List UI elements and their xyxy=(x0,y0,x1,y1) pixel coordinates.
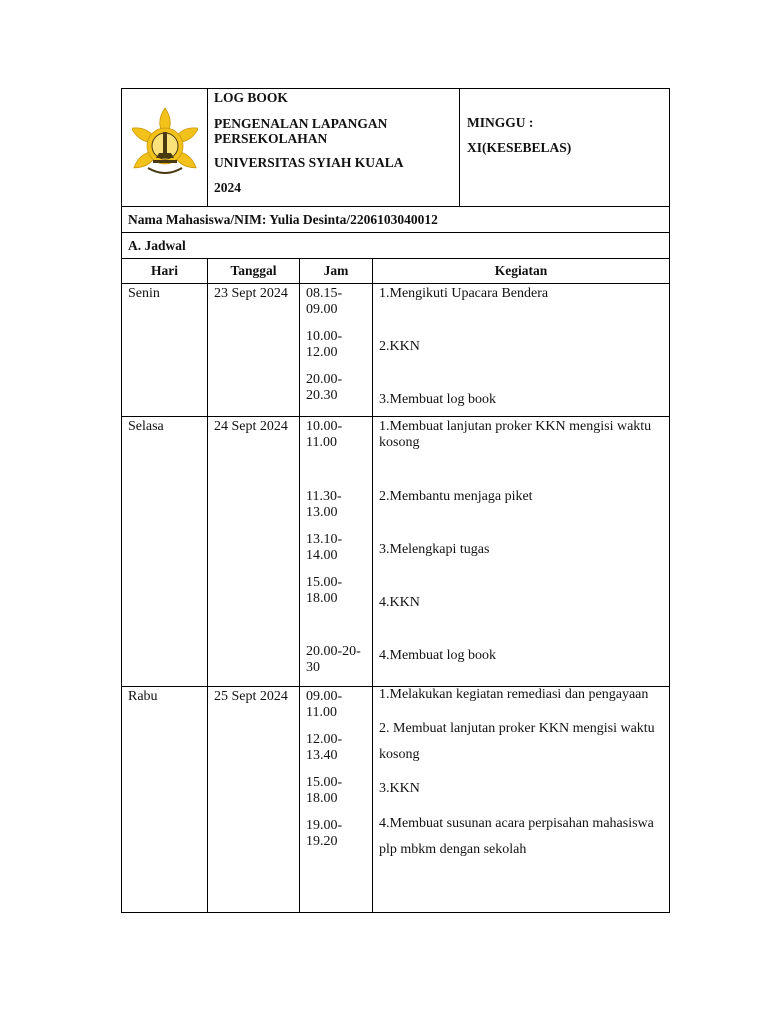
jam-entry: 19.00-19.20 xyxy=(306,818,343,849)
kegiatan-entry: 4.KKN xyxy=(379,595,420,610)
jam-entry: 13.10-14.00 xyxy=(306,532,343,563)
column-header-jam: Jam xyxy=(300,259,373,284)
student-name-nim: Nama Mahasiswa/NIM: Yulia Desinta/2206103040012 xyxy=(122,207,670,233)
cell-kegiatan xyxy=(373,687,670,913)
column-header-tanggal: Tanggal xyxy=(208,259,300,284)
kegiatan-entry: 1.Melakukan kegiatan remediasi dan pengayaan xyxy=(379,687,649,702)
cell-tanggal: 23 Sept 2024 xyxy=(208,284,300,417)
cell-jam xyxy=(300,284,373,417)
kegiatan-entry: 2. Membuat lanjutan proker KKN mengisi waktu kosong xyxy=(379,721,655,762)
cell-kegiatan xyxy=(373,417,670,687)
section-title: A. Jadwal xyxy=(122,233,670,259)
header-table xyxy=(121,88,670,259)
column-header-kegiatan: Kegiatan xyxy=(373,259,670,284)
schedule-table xyxy=(121,258,670,913)
title-line-4: 2024 xyxy=(214,180,241,195)
kegiatan-entry: 1.Membuat lanjutan proker KKN mengisi waktu kosong xyxy=(379,419,652,450)
table-row xyxy=(122,284,670,417)
kegiatan-entry: 2.Membantu menjaga piket xyxy=(379,489,533,504)
jam-entry: 08.15-09.00 xyxy=(306,286,343,317)
kegiatan-entry: 3.KKN xyxy=(379,781,420,796)
jam-entry: 09.00-11.00 xyxy=(306,689,343,720)
logo-cell xyxy=(122,89,208,207)
title-line-2: PENGENALAN LAPANGAN PERSEKOLAHAN xyxy=(214,116,388,146)
logbook-title-block xyxy=(208,89,460,207)
cell-hari: Selasa xyxy=(122,417,208,687)
table-row xyxy=(122,417,670,687)
jam-entry: 10.00-11.00 xyxy=(306,419,343,450)
kegiatan-entry: 3.Melengkapi tugas xyxy=(379,542,490,557)
kegiatan-entry: 1.Mengikuti Upacara Bendera xyxy=(379,286,549,301)
column-header-hari: Hari xyxy=(122,259,208,284)
cell-hari: Senin xyxy=(122,284,208,417)
week-block xyxy=(460,89,670,207)
kegiatan-entry: 4.Membuat log book xyxy=(379,648,497,663)
cell-jam xyxy=(300,417,373,687)
logbook-sheet xyxy=(121,88,669,913)
jam-entry: 11.30-13.00 xyxy=(306,489,342,520)
table-row xyxy=(122,687,670,913)
kegiatan-entry: 4.Membuat susunan acara perpisahan mahasiswa plp mbkm dengan sekolah xyxy=(379,816,654,857)
table-header-row xyxy=(122,259,670,284)
cell-hari: Rabu xyxy=(122,687,208,913)
jam-entry: 20.00-20-30 xyxy=(306,644,361,675)
jam-entry: 10.00-12.00 xyxy=(306,329,343,360)
cell-kegiatan xyxy=(373,284,670,417)
week-label: MINGGU : xyxy=(467,115,534,130)
jam-entry: 20.00-20.30 xyxy=(306,372,343,403)
cell-jam xyxy=(300,687,373,913)
cell-tanggal: 25 Sept 2024 xyxy=(208,687,300,913)
jam-entry: 15.00-18.00 xyxy=(306,775,343,806)
title-line-3: UNIVERSITAS SYIAH KUALA xyxy=(214,155,404,170)
kegiatan-entry: 2.KKN xyxy=(379,339,420,354)
university-logo-icon xyxy=(132,106,198,184)
jam-entry: 15.00-18.00 xyxy=(306,575,343,606)
kegiatan-entry: 3.Membuat log book xyxy=(379,392,497,407)
week-value: XI(KESEBELAS) xyxy=(467,140,572,155)
jam-entry: 12.00-13.40 xyxy=(306,732,343,763)
cell-tanggal: 24 Sept 2024 xyxy=(208,417,300,687)
title-line-1: LOG BOOK xyxy=(214,90,288,105)
